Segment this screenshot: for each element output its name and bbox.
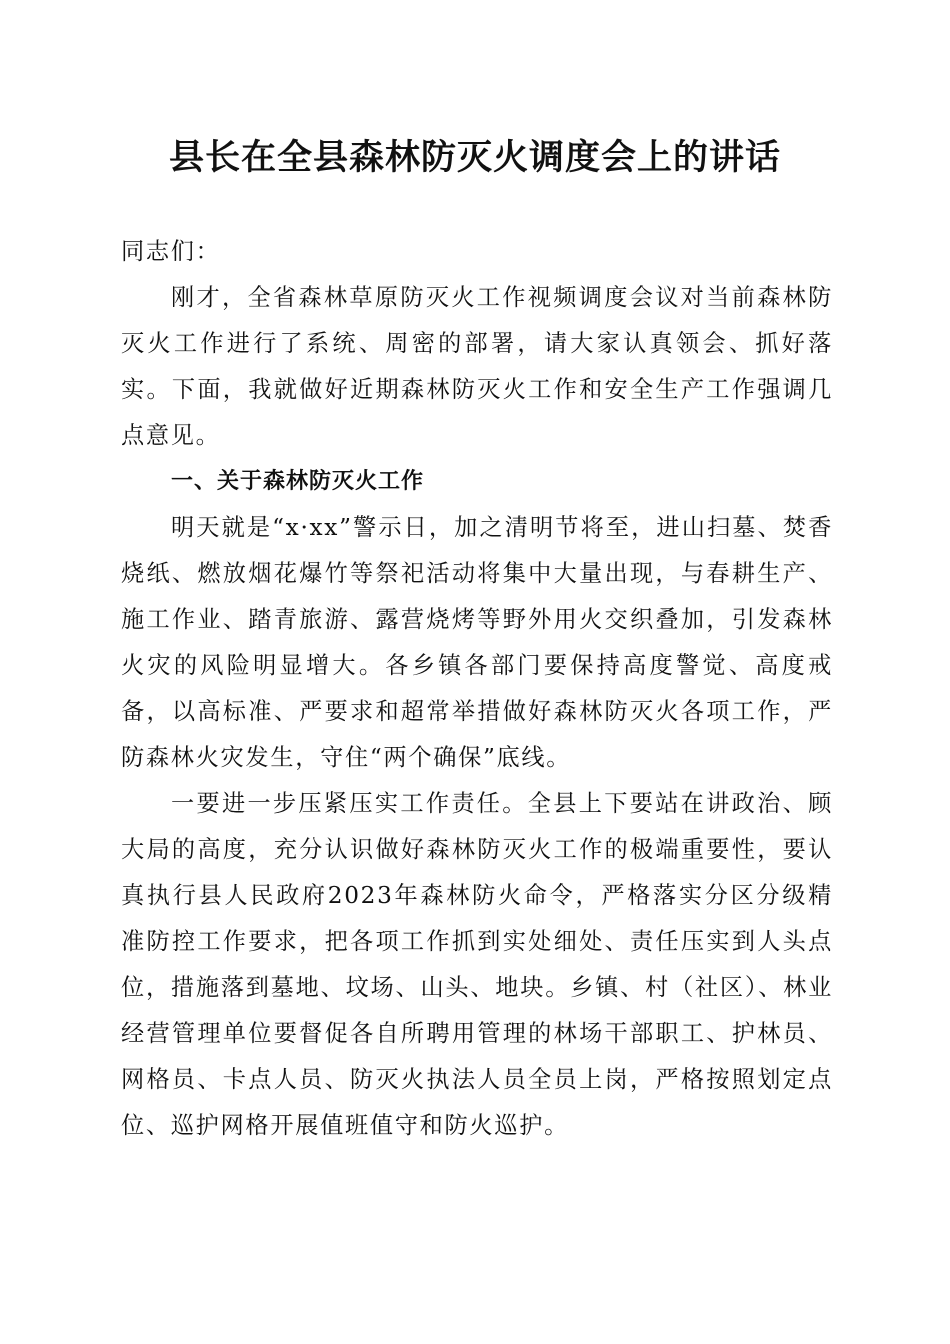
document-body (121, 229, 833, 1149)
paragraph-intro: 刚才，全省森林草原防灭火工作视频调度会议对当前森林防灭火工作进行了系统、周密的部署，请大家认真领会、抓好落实。下面，我就做好近期森林防灭火工作和安全生产工作强调几点意见。 (121, 284, 833, 449)
salutation: 同志们： (121, 238, 221, 265)
section-heading: 一、关于森林防灭火工作 (171, 469, 425, 494)
document-title: 县长在全县森林防灭火调度会上的讲话 (168, 137, 781, 178)
paragraph-background: 明天就是“x·xx”警示日，加之清明节将至，进山扫墓、焚香烧纸、燃放烟花爆竹等祭祀活动将集中大量出现，与春耕生产、施工作业、踏青旅游、露营烧烤等野外用火交织叠加，引发森林火灾的风险明显增大。各乡镇各部门要保持高度警觉、高度戒备，以高标准、严要求和超常举措做好森林防灭火各项工作，严防森林火灾发生，守住“两个确保”底线。 (121, 514, 833, 771)
paragraph-responsibility: 一要进一步压紧压实工作责任。全县上下要站在讲政治、顾大局的高度，充分认识做好森林防灭火工作的极端重要性，要认真执行县人民政府2023年森林防火命令，严格落实分区分级精准防控工作要求，把各项工作抓到实处细处、责任压实到人头点位，措施落到墓地、坟场、山头、地块。乡镇、村（社区）、林业经营管理单位要督促各自所聘用管理的林场干部职工、护林员、网格员、卡点人员、防灭火执法人员全员上岗，严格按照划定点位、巡护网格开展值班值守和防火巡护。 (121, 790, 833, 1139)
